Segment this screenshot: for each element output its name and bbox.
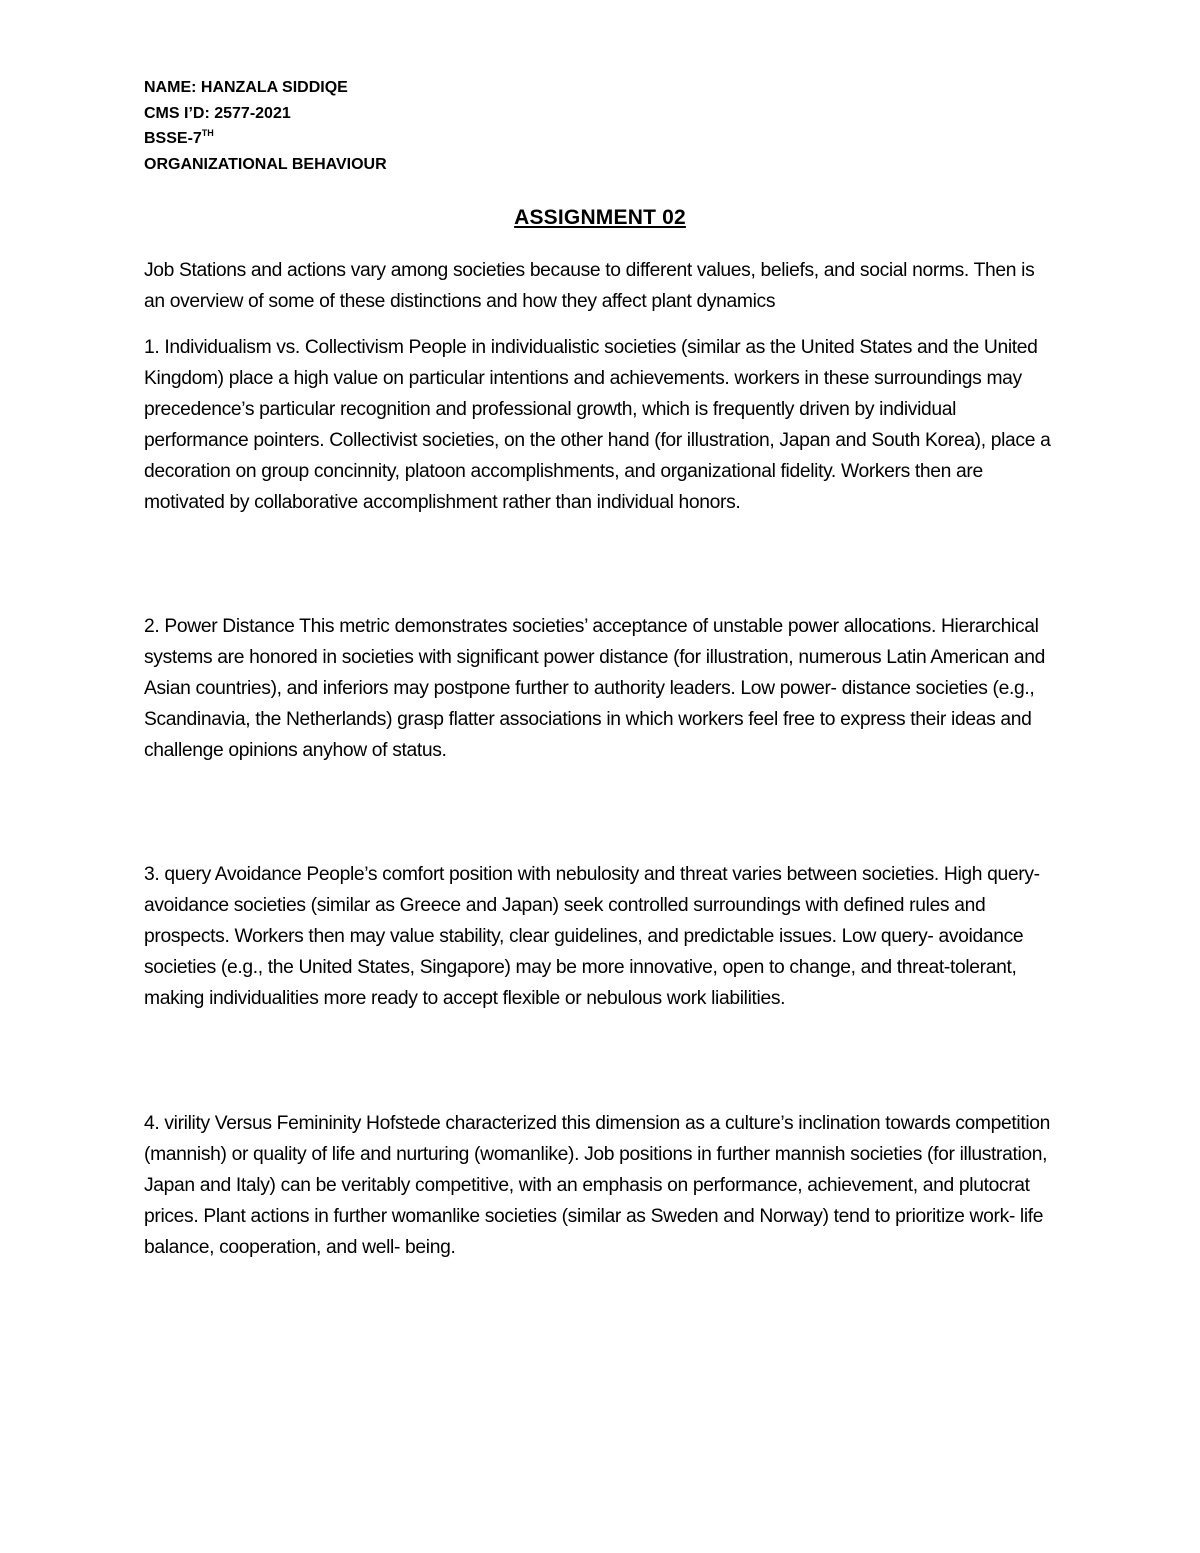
intro-paragraph — [144, 255, 1056, 317]
uncertainty-avoidance-text: 3. query Avoidance People’s comfort position with nebulosity and threat varies between societies. High query- avoidance societies (similar as Greece and Japan) seek controlled surroundings with defined rules and prospects. Workers then may value stability, clear guidelines, and predictable issues. Low query- avoidance societies (e.g., the United States, Singapore) may be more innovative, open to change, and threat-tolerant, making individualities more ready to accept flexible or nebulous work liabilities. — [144, 864, 1040, 1009]
individualism-text: 1. Individualism vs. Collectivism People in individualistic societies (similar as the United States and the United Kingdom) place a high value on particular intentions and achievements. workers in these surroundings may precedence’s particular recognition and professional growth, which is frequently driven by individual performance pointers. Collectivist societies, on the other hand (for illustration, Japan and South Korea), place a decoration on group concinnity, platoon accomplishments, and organizational fidelity. Workers then are motivated by collaborative accomplishment rather than individual honors. — [144, 337, 1051, 513]
course-name: ORGANIZATIONAL BEHAVIOUR — [144, 155, 387, 173]
class-superscript: TH — [201, 127, 214, 138]
student-name: NAME: HANZALA SIDDIQE — [144, 79, 348, 96]
class-label — [144, 126, 387, 152]
uncertainty-avoidance-paragraph — [144, 859, 1056, 1014]
power-distance-paragraph — [144, 611, 1056, 766]
individualism-paragraph — [144, 332, 1056, 518]
power-distance-text: 2. Power Distance This metric demonstrates societies’ acceptance of unstable power allocations. Hierarchical systems are honored in societies with significant power distance (for illustration, numerous Latin American and Asian countries), and inferiors may postpone further to authority leaders. Low power- distance societies (e.g., Scandinavia, the Netherlands) grasp flatter associations in which workers feel free to express their ideas and challenge opinions anyhow of status. — [144, 616, 1046, 761]
masculinity-text: 4. virility Versus Femininity Hofstede characterized this dimension as a culture’s inclination towards competition (mannish) or quality of life and nurturing (womanlike). Job positions in further mannish societies (for illustration, Japan and Italy) can be veritably competitive, with an emphasis on performance, achievement, and plutocrat prices. Plant actions in further womanlike societies (similar as Sweden and Norway) tend to prioritize work- life balance, cooperation, and well- being. — [144, 1113, 1051, 1258]
intro-text: Job Stations and actions vary among societies because to different values, beliefs, and social norms. Then is an overview of some of these distinctions and how they affect plant dynamics — [144, 260, 1035, 312]
class-prefix: BSSE-7 — [144, 130, 202, 147]
masculinity-paragraph — [144, 1108, 1056, 1263]
cms-id: CMS I’D: 2577-2021 — [144, 104, 291, 122]
assignment-title: ASSIGNMENT 02 — [514, 206, 686, 229]
student-info-header — [144, 75, 387, 177]
